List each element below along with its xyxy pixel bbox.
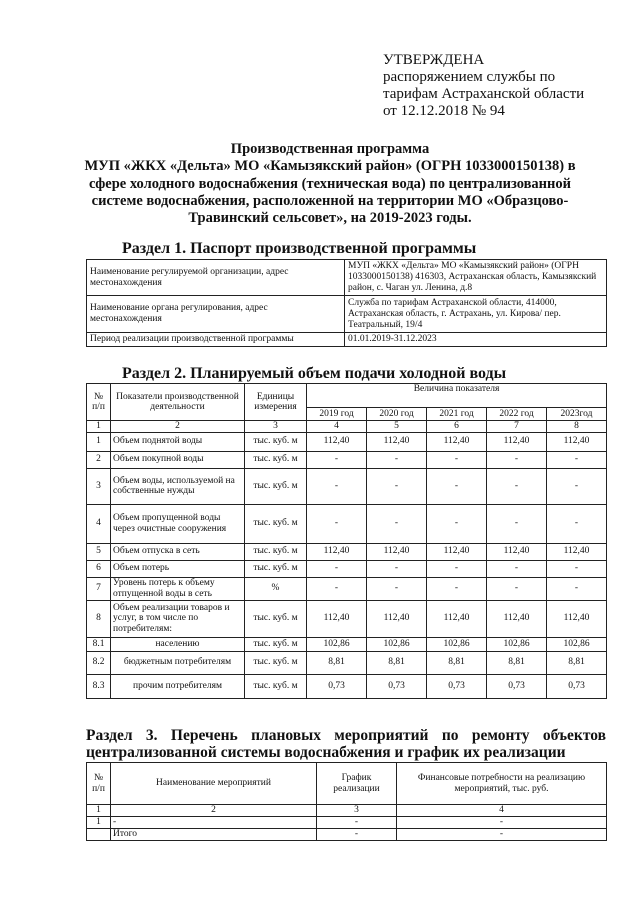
row-value: -: [547, 468, 607, 504]
row-value: -: [487, 451, 547, 468]
row-value: -: [427, 504, 487, 543]
row-value: -: [307, 577, 367, 600]
row-indicator: бюджетным потребителям: [111, 651, 245, 674]
row-value: -: [367, 468, 427, 504]
colnum: 5: [367, 421, 427, 433]
header-num: № п/п: [87, 384, 111, 421]
header-year: 2023год: [547, 408, 607, 421]
table-row: [87, 543, 607, 560]
row-indicator: Объем пропущенной воды через очистные сооружения: [111, 504, 245, 543]
row-unit: %: [245, 577, 307, 600]
row-schedule: -: [317, 828, 397, 840]
table-row: [87, 651, 607, 674]
colnum: 1: [87, 421, 111, 433]
section2-heading: Раздел 2. Планируемый объем подачи холодной воды: [122, 365, 507, 382]
row-name: -: [111, 816, 317, 828]
colnum: 4: [397, 805, 607, 817]
row-unit: тыс. куб. м: [245, 560, 307, 577]
colnum: 8: [547, 421, 607, 433]
passport-label: Наименование органа регулирования, адрес местонахождения: [87, 296, 345, 333]
table-row: [87, 828, 607, 840]
row-unit: тыс. куб. м: [245, 637, 307, 651]
row-value: 112,40: [427, 600, 487, 637]
header-finance: Финансовые потребности на реализацию мероприятий, тыс. руб.: [397, 763, 607, 805]
approval-line-1: УТВЕРЖДЕНА: [383, 52, 485, 68]
table-row: [87, 577, 607, 600]
table-row: [87, 816, 607, 828]
passport-label: Наименование регулируемой организации, адрес местонахождения: [87, 260, 345, 296]
title-line-5: Травинский сельсовет», на 2019-2023 годы.: [188, 210, 472, 227]
table-colnum-row: [87, 421, 607, 433]
title-line-1: Производственная программа: [230, 141, 430, 157]
passport-value: МУП «ЖКХ «Дельта» МО «Камызякский район» (ОГРН 1033000150138) 416303, Астраханская область, Камызякский район, с. Чаган ул. Ленина, д.8: [345, 260, 607, 296]
row-num: 4: [87, 504, 111, 543]
table-row: [87, 296, 607, 333]
row-value: 8,81: [367, 651, 427, 674]
row-value: -: [427, 468, 487, 504]
header-year: 2021 год: [427, 408, 487, 421]
passport-value: Служба по тарифам Астраханской области, 414000, Астраханская область, г. Астрахань, ул. Кирова/ пер. Театральный, 19/4: [345, 296, 607, 333]
header-indicator: Показатели производственной деятельности: [111, 384, 245, 421]
row-num: 7: [87, 577, 111, 600]
row-num: 8.3: [87, 674, 111, 698]
header-year: 2019 год: [307, 408, 367, 421]
row-value: 8,81: [307, 651, 367, 674]
row-num: 1: [87, 432, 111, 451]
row-value: 8,81: [547, 651, 607, 674]
row-value: 112,40: [427, 432, 487, 451]
table-header-row: [87, 763, 607, 805]
table-row: [87, 260, 607, 296]
row-value: 112,40: [307, 432, 367, 451]
row-value: 0,73: [487, 674, 547, 698]
row-value: 112,40: [487, 432, 547, 451]
row-value: 112,40: [547, 432, 607, 451]
table-row: [87, 432, 607, 451]
table-row: [87, 600, 607, 637]
row-value: 112,40: [367, 543, 427, 560]
passport-label: Период реализации производственной программы: [87, 333, 345, 347]
row-value: -: [307, 451, 367, 468]
table-row: [87, 504, 607, 543]
row-value: 112,40: [307, 543, 367, 560]
table-row: [87, 560, 607, 577]
row-value: 0,73: [367, 674, 427, 698]
row-num: 6: [87, 560, 111, 577]
row-unit: тыс. куб. м: [245, 674, 307, 698]
colnum: 2: [111, 805, 317, 817]
row-value: 112,40: [367, 600, 427, 637]
row-value: -: [367, 504, 427, 543]
row-finance: -: [397, 816, 607, 828]
row-value: -: [487, 504, 547, 543]
section3-heading: Раздел 3. Перечень плановых мероприятий по ремонту объектов централизованной системы водоснабжения и график их реализации: [86, 727, 606, 761]
header-name: Наименование мероприятий: [111, 763, 317, 805]
row-value: 8,81: [427, 651, 487, 674]
row-value: 112,40: [487, 543, 547, 560]
row-num: 8.2: [87, 651, 111, 674]
row-value: -: [547, 504, 607, 543]
row-num: 8: [87, 600, 111, 637]
row-value: 102,86: [547, 637, 607, 651]
row-value: 102,86: [367, 637, 427, 651]
row-value: 112,40: [547, 600, 607, 637]
row-unit: тыс. куб. м: [245, 504, 307, 543]
header-year: 2022 год: [487, 408, 547, 421]
row-num: 8.1: [87, 637, 111, 651]
document-title: [60, 141, 600, 227]
row-value: -: [547, 560, 607, 577]
row-unit: тыс. куб. м: [245, 651, 307, 674]
row-num: 2: [87, 451, 111, 468]
row-value: 102,86: [487, 637, 547, 651]
row-value: -: [427, 451, 487, 468]
row-value: -: [367, 451, 427, 468]
header-values: Величина показателя: [307, 384, 607, 408]
colnum: 4: [307, 421, 367, 433]
table-row: [87, 674, 607, 698]
volume-table: [86, 383, 607, 699]
row-indicator: Объем воды, используемой на собственные нужды: [111, 468, 245, 504]
row-indicator: Объем поднятой воды: [111, 432, 245, 451]
row-value: 112,40: [487, 600, 547, 637]
row-indicator: Объем реализации товаров и услуг, в том числе по потребителям:: [111, 600, 245, 637]
row-indicator: Объем потерь: [111, 560, 245, 577]
row-value: 0,73: [307, 674, 367, 698]
section1-heading: Раздел 1. Паспорт производственной программы: [122, 240, 477, 257]
row-unit: тыс. куб. м: [245, 432, 307, 451]
row-value: 102,86: [427, 637, 487, 651]
row-value: -: [367, 560, 427, 577]
row-unit: тыс. куб. м: [245, 468, 307, 504]
row-indicator: Объем покупной воды: [111, 451, 245, 468]
row-value: -: [367, 577, 427, 600]
row-value: -: [307, 560, 367, 577]
row-value: -: [427, 577, 487, 600]
approval-line-2: распоряжением службы по: [383, 69, 556, 85]
row-finance: -: [397, 828, 607, 840]
title-line-4: системе водоснабжения, расположенной на территории МО «Образцово-: [91, 192, 569, 209]
row-unit: тыс. куб. м: [245, 600, 307, 637]
colnum: 7: [487, 421, 547, 433]
header-schedule: График реализации: [317, 763, 397, 805]
row-num: 3: [87, 468, 111, 504]
row-value: -: [307, 468, 367, 504]
table-header-row: [87, 384, 607, 408]
table-colnum-row: [87, 805, 607, 817]
row-value: 112,40: [547, 543, 607, 560]
approval-line-4: от 12.12.2018 № 94: [383, 103, 505, 119]
table-row: [87, 333, 607, 347]
header-unit: Единицы измерения: [245, 384, 307, 421]
measures-table: [86, 762, 607, 841]
row-unit: тыс. куб. м: [245, 451, 307, 468]
colnum: 2: [111, 421, 245, 433]
colnum: 3: [245, 421, 307, 433]
row-value: 8,81: [487, 651, 547, 674]
row-value: 112,40: [307, 600, 367, 637]
row-name: Итого: [111, 828, 317, 840]
table-row: [87, 451, 607, 468]
row-num: 5: [87, 543, 111, 560]
colnum: 6: [427, 421, 487, 433]
row-indicator: Уровень потерь к объему отпущенной воды в сеть: [111, 577, 245, 600]
row-value: 102,86: [307, 637, 367, 651]
row-value: -: [487, 468, 547, 504]
row-value: 112,40: [367, 432, 427, 451]
table-row: [87, 637, 607, 651]
approval-line-3: тарифам Астраханской области: [383, 86, 585, 102]
passport-value: 01.01.2019-31.12.2023: [345, 333, 607, 347]
row-value: 112,40: [427, 543, 487, 560]
row-value: -: [487, 577, 547, 600]
title-line-2: МУП «ЖКХ «Дельта» МО «Камызякский район» (ОГРН 1033000150138) в: [84, 158, 576, 175]
colnum: 1: [87, 805, 111, 817]
row-value: 0,73: [427, 674, 487, 698]
row-indicator: Объем отпуска в сеть: [111, 543, 245, 560]
header-year: 2020 год: [367, 408, 427, 421]
row-value: -: [427, 560, 487, 577]
row-num: [87, 828, 111, 840]
table-row: [87, 468, 607, 504]
row-indicator: населению: [111, 637, 245, 651]
row-unit: тыс. куб. м: [245, 543, 307, 560]
row-value: -: [307, 504, 367, 543]
row-value: -: [487, 560, 547, 577]
row-schedule: -: [317, 816, 397, 828]
row-indicator: прочим потребителям: [111, 674, 245, 698]
row-num: 1: [87, 816, 111, 828]
row-value: 0,73: [547, 674, 607, 698]
title-line-3: сфере холодного водоснабжения (техническая вода) по централизованной: [89, 175, 571, 192]
colnum: 3: [317, 805, 397, 817]
header-num: № п/п: [87, 763, 111, 805]
passport-table: [86, 259, 607, 347]
row-value: -: [547, 577, 607, 600]
row-value: -: [547, 451, 607, 468]
approval-block: [383, 52, 584, 120]
